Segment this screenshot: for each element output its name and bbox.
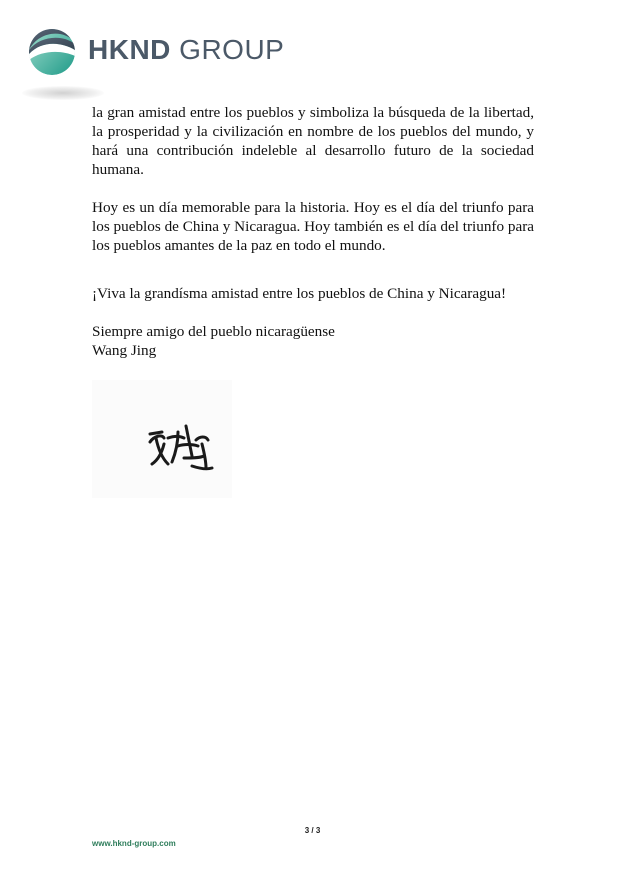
wordmark-bold: HKND (88, 34, 171, 65)
company-wordmark (88, 34, 284, 66)
signer-name: Wang Jing (92, 342, 157, 359)
logo-shadow (22, 86, 104, 100)
paragraph-1: la gran amistad entre los pueblos y simboliza la búsqueda de la libertad, la prosperidad y la civilización en nombre de los pueblos del mundo, y hará una contribución indeleble al desarrollo futuro de la sociedad humana. (92, 104, 534, 178)
page-number: 3 / 3 (304, 826, 321, 835)
signature-image (92, 380, 232, 498)
website-link[interactable]: www.hknd-group.com (92, 839, 176, 848)
handwritten-signature-icon (92, 380, 232, 498)
closing-line: Siempre amigo del pueblo nicaragüense (92, 323, 335, 340)
hknd-globe-logo-icon (28, 28, 76, 76)
letter-body (92, 103, 534, 360)
paragraph-3: ¡Viva la grandísma amistad entre los pueblos de China y Nicaragua! (92, 285, 507, 302)
paragraph-2: Hoy es un día memorable para la historia. Hoy es el día del triunfo para los pueblos de China y Nicaragua. Hoy también es el día del triunfo para los pueblos amantes de la paz en todo el mundo. (92, 199, 534, 254)
letterhead (28, 28, 288, 108)
wordmark-light: GROUP (179, 34, 285, 65)
